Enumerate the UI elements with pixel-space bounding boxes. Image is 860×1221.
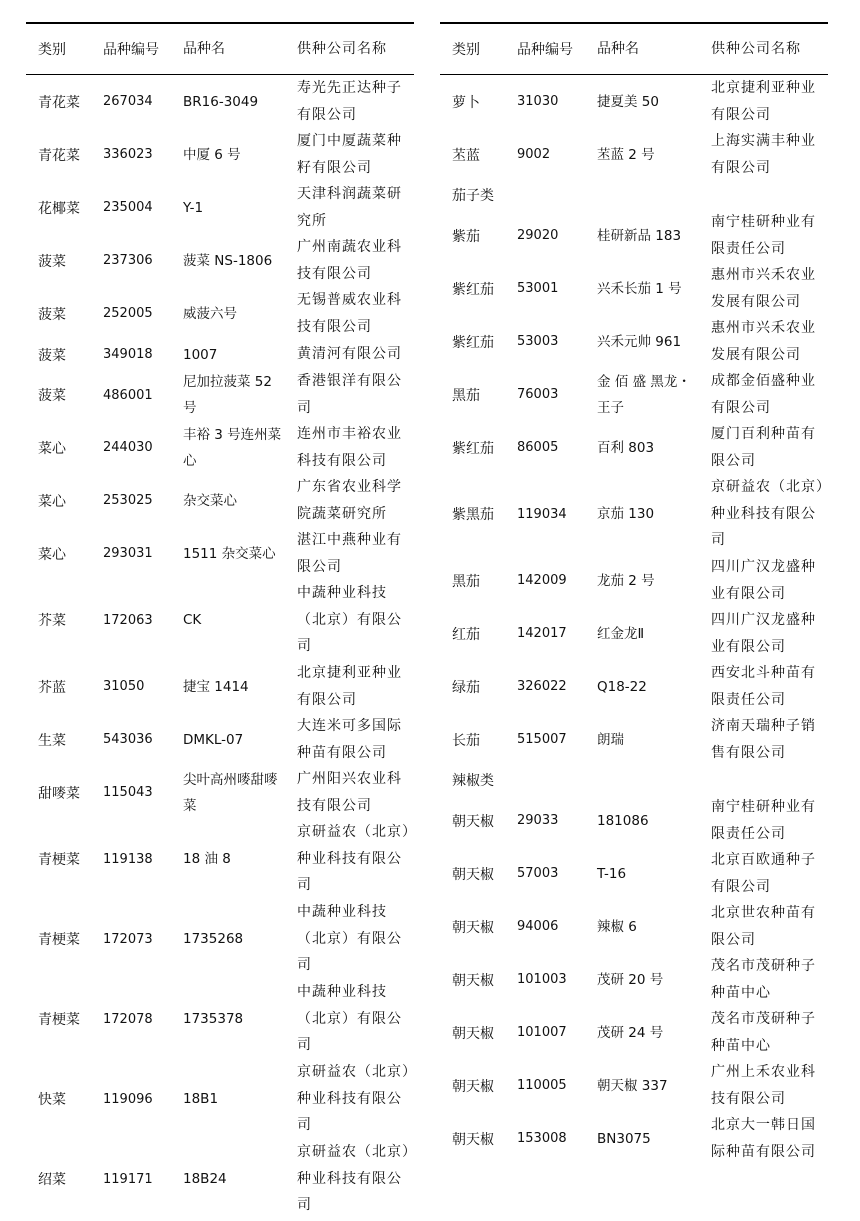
header-variety-name: 品种名	[597, 41, 639, 57]
code-cell: 53001	[517, 281, 559, 296]
header-supplier: 供种公司名称	[711, 40, 801, 57]
supplier-cell: 北京大一韩日国际种苗有限公司	[711, 1116, 816, 1160]
supplier-cell: 成都金佰盛种业有限公司	[711, 372, 816, 416]
table-row	[26, 899, 414, 979]
code-cell: 115043	[103, 785, 153, 800]
variety-name-cell: 捷夏美 50	[597, 93, 659, 110]
variety-name-cell: 威菠六号	[183, 305, 237, 322]
code-cell: 293031	[103, 546, 153, 561]
category-cell: 菠菜	[38, 347, 66, 364]
header-variety-code: 品种编号	[103, 42, 159, 58]
variety-name-cell: 1007	[183, 346, 218, 363]
table-row	[440, 713, 828, 766]
header-category: 类别	[452, 42, 480, 58]
category-cell: 甜嘜菜	[38, 785, 80, 802]
code-cell: 94006	[517, 919, 559, 934]
supplier-cell: 黄清河有限公司	[297, 346, 402, 363]
category-cell: 菠菜	[38, 253, 66, 270]
code-cell: 172063	[103, 612, 153, 628]
supplier-cell: 北京百欧通种子有限公司	[711, 851, 816, 895]
variety-name-cell: 尼加拉菠菜 52 号	[183, 374, 272, 416]
table-row	[440, 607, 828, 660]
code-cell: 153008	[517, 1131, 567, 1146]
variety-name-cell: 丰裕 3 号连州菜心	[183, 426, 282, 469]
table-row	[440, 209, 828, 262]
code-cell: 267034	[103, 94, 153, 109]
code-cell: 172078	[103, 1011, 153, 1027]
code-cell: 486001	[103, 387, 153, 403]
table-row	[440, 660, 828, 713]
code-cell: 31050	[103, 679, 145, 694]
code-cell: 336023	[103, 147, 153, 162]
category-cell: 朝天椒	[452, 972, 494, 989]
code-cell: 119096	[103, 1091, 153, 1107]
supplier-cell: 广州上禾农业科技有限公司	[711, 1063, 816, 1107]
table-header-row	[440, 24, 828, 74]
variety-name-cell: 18 油 8	[183, 851, 231, 867]
header-category: 类别	[38, 42, 66, 58]
table-row	[440, 953, 828, 1006]
variety-name-cell: 1511 杂交菜心	[183, 545, 276, 562]
category-cell: 芥菜	[38, 613, 66, 629]
variety-name-cell: 京茄 130	[597, 506, 655, 522]
variety-name-cell: 金 佰 盛 黑龙・王子	[597, 373, 691, 416]
supplier-cell: 南宁桂研种业有限责任公司	[711, 798, 816, 842]
table-row	[440, 315, 828, 368]
supplier-cell: 厦门中厦蔬菜种籽有限公司	[297, 132, 402, 176]
code-cell: 76003	[517, 387, 559, 402]
supplier-cell: 惠州市兴禾农业发展有限公司	[711, 266, 816, 310]
category-cell: 快菜	[38, 1092, 66, 1108]
code-cell: 86005	[517, 440, 559, 455]
category-cell: 芥蓝	[38, 679, 66, 696]
code-cell: 349018	[103, 347, 153, 362]
category-cell: 菠菜	[38, 388, 66, 404]
supplier-cell: 广州南蔬农业科技有限公司	[297, 238, 402, 282]
supplier-cell: 四川广汉龙盛种业有限公司	[711, 611, 816, 655]
code-cell: 29020	[517, 228, 559, 243]
variety-name-cell: 中厦 6 号	[183, 146, 241, 163]
code-cell: 142017	[517, 626, 567, 641]
variety-name-cell: 杂交菜心	[183, 492, 237, 509]
table-row	[26, 340, 414, 369]
category-cell: 生菜	[38, 732, 66, 749]
category-cell: 苤蓝	[452, 147, 480, 164]
code-cell: 9002	[517, 147, 551, 162]
variety-name-cell: 百利 803	[597, 439, 655, 456]
code-cell: 142009	[517, 573, 567, 588]
code-cell: 244030	[103, 440, 153, 455]
table-row	[26, 128, 414, 181]
code-cell: 110005	[517, 1078, 567, 1093]
code-cell: 326022	[517, 679, 567, 694]
table-row	[26, 1059, 414, 1139]
table-row	[26, 234, 414, 287]
category-cell: 菠菜	[38, 306, 66, 323]
variety-name-cell: 181086	[597, 812, 649, 829]
table-row	[26, 181, 414, 234]
category-cell: 青花菜	[38, 147, 80, 164]
table-row	[440, 421, 828, 474]
category-cell: 黑茄	[452, 573, 480, 590]
code-cell: 29033	[517, 813, 559, 828]
supplier-cell: 广东省农业科学院蔬菜研究所	[297, 478, 402, 522]
variety-name-cell: Q18-22	[597, 678, 647, 695]
code-cell: 101007	[517, 1025, 567, 1040]
table-row	[26, 1139, 414, 1219]
supplier-cell: 茂名市茂研种子种苗中心	[711, 957, 816, 1001]
table-row	[440, 75, 828, 128]
supplier-cell: 京研益农（北京）种业科技有限公司	[297, 824, 410, 894]
table-row	[26, 527, 414, 580]
section-heading-row	[440, 766, 828, 794]
category-cell: 菜心	[38, 546, 66, 563]
supplier-cell: 中蔬种业科技（北京）有限公司	[297, 585, 402, 655]
header-supplier: 供种公司名称	[297, 40, 387, 57]
table-row	[26, 979, 414, 1059]
code-cell: 235004	[103, 200, 153, 215]
supplier-cell: 厦门百利种苗有限公司	[711, 425, 816, 469]
variety-name-cell: 尖叶高州嘜甜嘜菜	[183, 771, 278, 814]
supplier-cell: 茂名市茂研种子种苗中心	[711, 1010, 816, 1054]
supplier-cell: 大连米可多国际种苗有限公司	[297, 717, 402, 761]
variety-name-cell: 桂研新品 183	[597, 227, 682, 244]
variety-name-cell: 朝天椒 337	[597, 1077, 668, 1094]
category-cell: 绿茄	[452, 679, 480, 696]
table-row	[26, 287, 414, 340]
category-cell: 花椰菜	[38, 200, 80, 217]
variety-name-cell: 18B24	[183, 1171, 227, 1187]
table-row	[440, 794, 828, 847]
supplier-cell: 上海实满丰种业有限公司	[711, 132, 816, 176]
category-cell: 朝天椒	[452, 1078, 494, 1095]
supplier-cell: 京研益农（北京）种业科技有限公司	[711, 479, 824, 549]
variety-name-cell: DMKL-07	[183, 731, 244, 748]
variety-name-cell: Y-1	[183, 199, 204, 216]
table-row	[440, 847, 828, 900]
category-cell: 绍菜	[38, 1172, 66, 1188]
supplier-cell: 中蔬种业科技（北京）有限公司	[297, 904, 402, 974]
supplier-cell: 寿光先正达种子有限公司	[297, 79, 402, 123]
category-cell: 紫红茄	[452, 334, 494, 351]
header-variety-code: 品种编号	[517, 42, 573, 58]
table-row	[440, 900, 828, 953]
supplier-cell: 京研益农（北京）种业科技有限公司	[297, 1144, 410, 1214]
section-heading-row	[440, 181, 828, 209]
code-cell: 237306	[103, 253, 153, 268]
category-cell: 朝天椒	[452, 866, 494, 883]
table-row	[26, 580, 414, 660]
category-cell: 紫红茄	[452, 440, 494, 457]
supplier-cell: 济南天瑞种子销售有限公司	[711, 717, 816, 761]
right-table-body	[440, 75, 828, 1165]
variety-name-cell: 兴禾长茄 1 号	[597, 280, 682, 297]
category-cell: 紫黑茄	[452, 507, 494, 523]
category-cell: 辣椒类	[452, 773, 494, 789]
variety-name-cell: 朗瑞	[597, 731, 624, 748]
table-row	[440, 1059, 828, 1112]
variety-name-cell: 龙茄 2 号	[597, 572, 655, 589]
code-cell: 53003	[517, 334, 559, 349]
supplier-cell: 西安北斗种苗有限责任公司	[711, 664, 816, 708]
table-row	[440, 368, 828, 421]
right-table	[440, 22, 828, 1165]
category-cell: 青梗菜	[38, 852, 80, 868]
variety-name-cell: BN3075	[597, 1130, 651, 1147]
code-cell: 543036	[103, 732, 153, 747]
supplier-cell: 北京世农种苗有限公司	[711, 904, 816, 948]
code-cell: 101003	[517, 972, 567, 987]
table-row	[26, 819, 414, 899]
category-cell: 黑茄	[452, 387, 480, 404]
supplier-cell: 南宁桂研种业有限责任公司	[711, 213, 816, 257]
variety-name-cell: 茂研 24 号	[597, 1024, 664, 1041]
code-cell: 119138	[103, 851, 153, 867]
variety-name-cell: T-16	[597, 865, 627, 882]
table-row	[26, 75, 414, 128]
table-row	[440, 1006, 828, 1059]
variety-name-cell: 菠菜 NS-1806	[183, 252, 273, 269]
variety-name-cell: 1735378	[183, 1011, 244, 1027]
supplier-cell: 四川广汉龙盛种业有限公司	[711, 558, 816, 602]
code-cell: 57003	[517, 866, 559, 881]
category-cell: 长茄	[452, 732, 480, 749]
table-row	[440, 474, 828, 554]
table-row	[440, 262, 828, 315]
left-table-body	[26, 75, 414, 1219]
category-cell: 朝天椒	[452, 813, 494, 830]
left-table	[26, 22, 414, 1219]
category-cell: 菜心	[38, 493, 66, 510]
variety-name-cell: 1735268	[183, 931, 244, 947]
supplier-cell: 天津科润蔬菜研究所	[297, 185, 402, 229]
header-variety-name: 品种名	[183, 41, 225, 57]
category-cell: 茄子类	[452, 188, 494, 204]
table-row	[440, 554, 828, 607]
table-row	[26, 766, 414, 819]
variety-name-cell: CK	[183, 612, 202, 628]
category-cell: 青梗菜	[38, 1012, 80, 1028]
code-cell: 252005	[103, 306, 153, 321]
supplier-cell: 无锡普威农业科技有限公司	[297, 291, 402, 335]
variety-name-cell: 红金龙Ⅱ	[597, 625, 645, 642]
code-cell: 119034	[517, 506, 567, 522]
category-cell: 紫茄	[452, 228, 480, 245]
supplier-cell: 北京捷利亚种业有限公司	[297, 664, 402, 708]
code-cell: 172073	[103, 931, 153, 947]
category-cell: 朝天椒	[452, 919, 494, 936]
supplier-cell: 北京捷利亚种业有限公司	[711, 79, 816, 123]
variety-name-cell: 辣椒 6	[597, 918, 637, 935]
table-row	[26, 660, 414, 713]
table-row	[26, 474, 414, 527]
supplier-cell: 京研益农（北京）种业科技有限公司	[297, 1064, 410, 1134]
table-row	[26, 369, 414, 421]
category-cell: 红茄	[452, 626, 480, 643]
category-cell: 青花菜	[38, 94, 80, 111]
table-row	[440, 128, 828, 181]
supplier-cell: 广州阳兴农业科技有限公司	[297, 770, 402, 814]
supplier-cell: 连州市丰裕农业科技有限公司	[297, 425, 402, 469]
table-row	[26, 421, 414, 474]
supplier-cell: 惠州市兴禾农业发展有限公司	[711, 319, 816, 363]
category-cell: 紫红茄	[452, 281, 494, 298]
code-cell: 119171	[103, 1171, 153, 1187]
supplier-cell: 香港银洋有限公司	[297, 373, 402, 416]
variety-name-cell: 18B1	[183, 1091, 219, 1107]
variety-name-cell: 苤蓝 2 号	[597, 146, 655, 163]
variety-name-cell: 茂研 20 号	[597, 971, 664, 988]
code-cell: 253025	[103, 493, 153, 508]
table-header-row	[26, 24, 414, 74]
variety-name-cell: 兴禾元帅 961	[597, 333, 682, 350]
category-cell: 菜心	[38, 440, 66, 457]
supplier-cell: 湛江中燕种业有限公司	[297, 531, 402, 575]
category-cell: 青梗菜	[38, 932, 80, 948]
code-cell: 31030	[517, 94, 559, 109]
category-cell: 萝卜	[452, 94, 480, 111]
table-row	[440, 1112, 828, 1165]
table-row	[26, 713, 414, 766]
supplier-cell: 中蔬种业科技（北京）有限公司	[297, 984, 402, 1054]
variety-name-cell: BR16-3049	[183, 93, 259, 110]
variety-name-cell: 捷宝 1414	[183, 678, 249, 695]
category-cell: 朝天椒	[452, 1131, 494, 1148]
category-cell: 朝天椒	[452, 1025, 494, 1042]
code-cell: 515007	[517, 732, 567, 747]
